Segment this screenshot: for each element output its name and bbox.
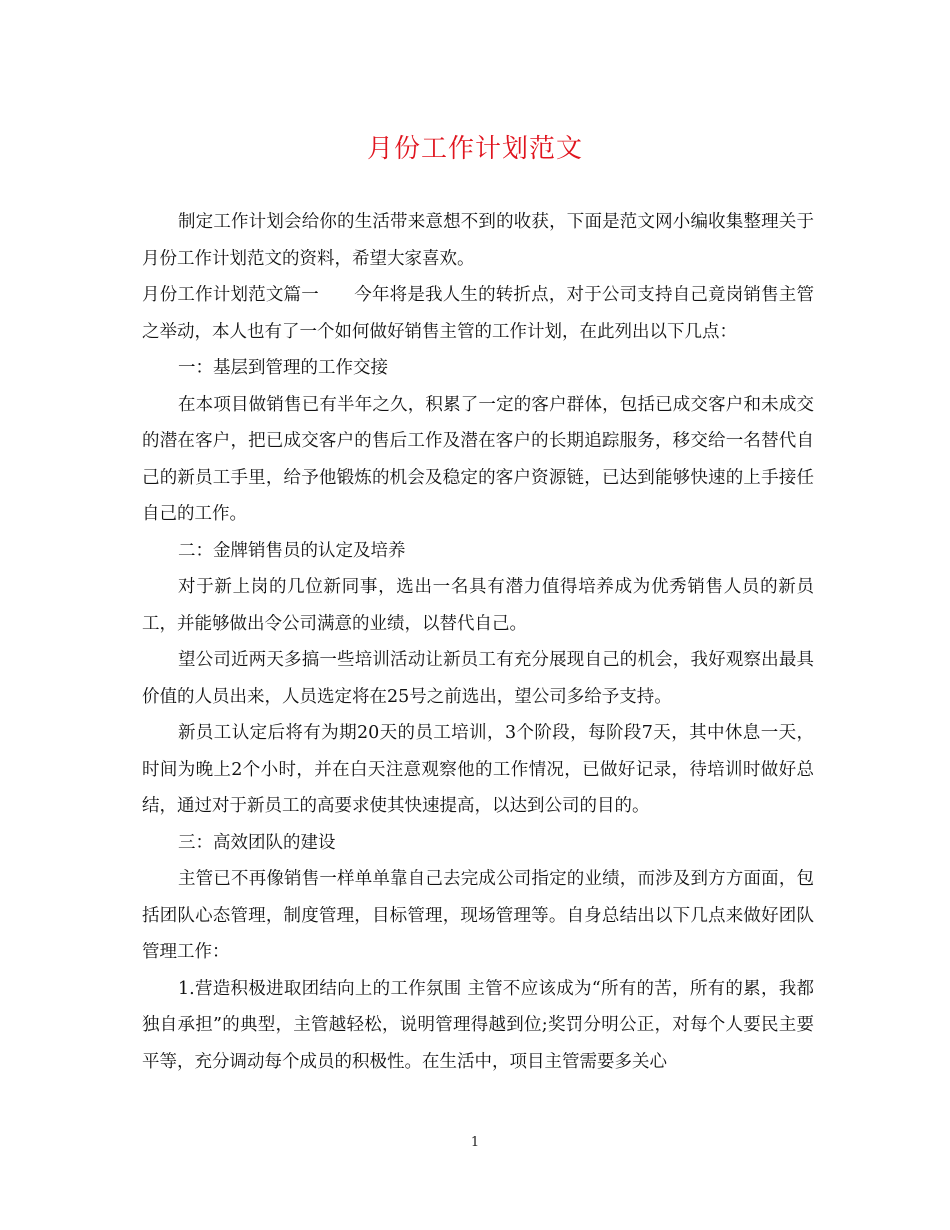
paragraph-activities: 望公司近两天多搞一些培训活动让新员工有充分展现自己的机会，我好观察出最具价值的人员出来，人员选定将在25号之前选出，望公司多给予支持。	[142, 650, 814, 707]
paragraph-selection: 对于新上岗的几位新同事，选出一名具有潜力值得培养成为优秀销售人员的新员工，并能够做出令公司满意的业绩，以替代自己。	[142, 577, 814, 634]
section-heading-training: 二：金牌销售员的认定及培养	[178, 540, 406, 561]
page-number: 1	[470, 1135, 480, 1150]
document-title: 月份工作计划范文	[366, 134, 583, 164]
paragraph-training-schedule: 新员工认定后将有为期20天的员工培训，3个阶段，每阶段7天，其中休息一天，时间为晚上2个小时，并在白天注意观察他的工作情况，已做好记录，待培训时做好总结，通过对于新员工的高要求使其快速提高，以达到公司的目的。	[142, 723, 814, 816]
paragraph-atmosphere: 1.营造积极进取团结向上的工作氛围 主管不应该成为“所有的苦，所有的累，我都独自承担”的典型，主管越轻松，说明管理得越到位;奖罚分明公正，对每个人要民主要平等，充分调动每个成员的积极性。在生活中，项目主管需要多关心	[142, 978, 814, 1072]
document-body	[142, 204, 814, 1080]
section-heading-handover: 一：基层到管理的工作交接	[178, 358, 388, 378]
paragraph-team-management: 主管已不再像销售一样单单靠自己去完成公司指定的业绩，而涉及到方方面面，包括团队心态管理，制度管理，目标管理，现场管理等。自身总结出以下几点来做好团队管理工作：	[142, 869, 814, 962]
paragraph-handover: 在本项目做销售已有半年之久，积累了一定的客户群体，包括已成交客户和未成交的潜在客户，把已成交客户的售后工作及潜在客户的长期追踪服务，移交给一名替代自己的新员工手里，给予他锻炼的机会及稳定的客户资源链，已达到能够快速的上手接任自己的工作。	[142, 394, 814, 524]
paragraph-plan-one: 月份工作计划范文篇一 今年将是我人生的转折点，对于公司支持自己竟岗销售主管之举动，本人也有了一个如何做好销售主管的工作计划，在此列出以下几点：	[142, 285, 814, 342]
section-heading-team: 三：高效团队的建设	[178, 832, 336, 853]
paragraph-intro: 制定工作计划会给你的生活带来意想不到的收获，下面是范文网小编收集整理关于月份工作计划范文的资料，希望大家喜欢。	[142, 212, 814, 269]
